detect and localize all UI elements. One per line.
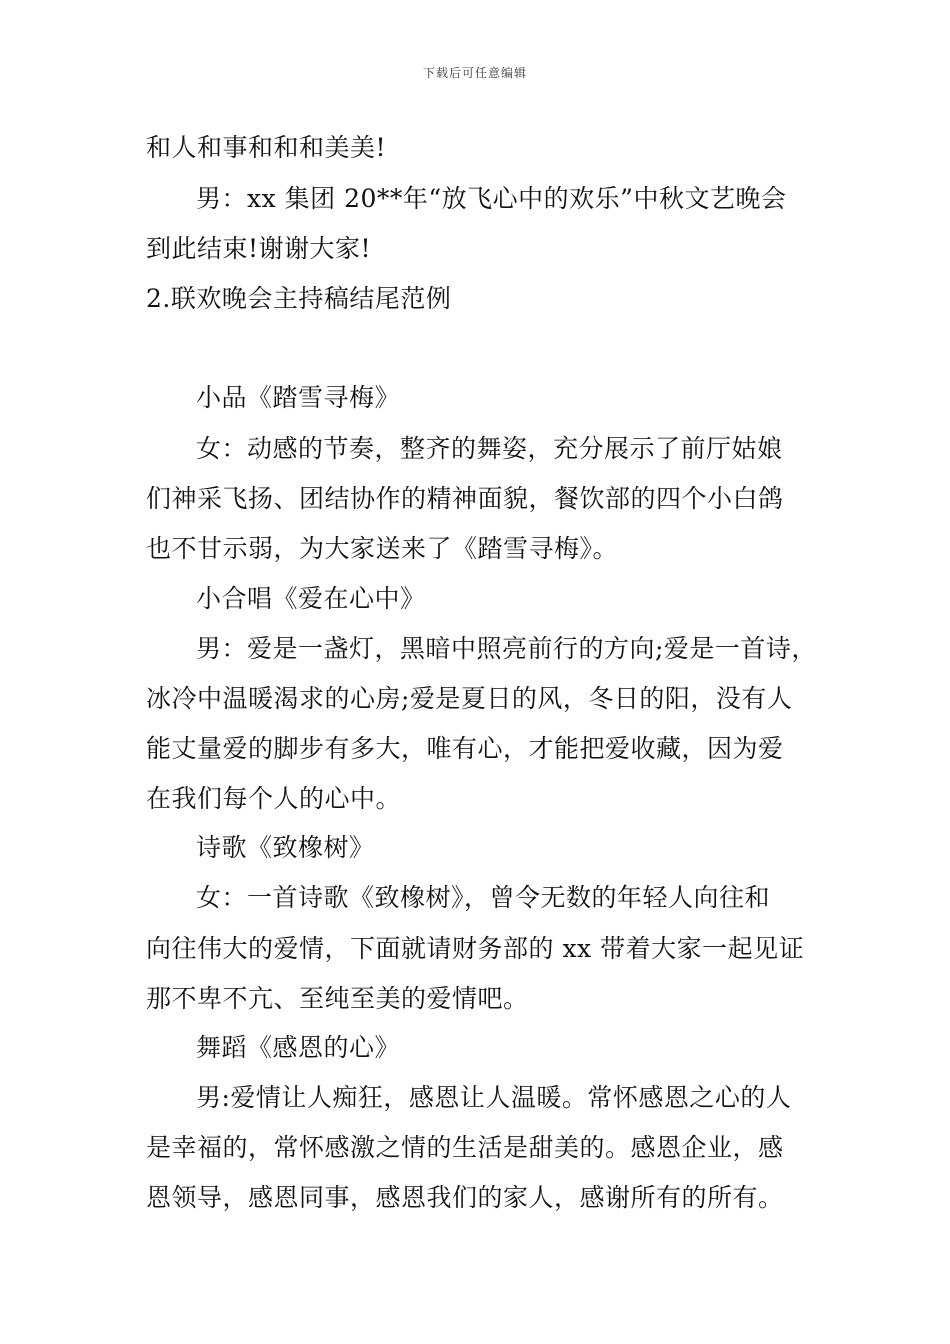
program-title: 小品《踏雪寻梅》	[196, 383, 401, 412]
program-title: 舞蹈《感恩的心》	[196, 1033, 401, 1062]
section-heading: 2.联欢晚会主持稿结尾范例	[146, 284, 452, 313]
page-header: 下载后可任意编辑	[422, 66, 527, 80]
paragraph-line: 那不卑不亢、至纯至美的爱情吧。	[146, 984, 529, 1013]
paragraph-line: 也不甘示弱，为大家送来了《踏雪寻梅》。	[146, 534, 619, 563]
program-title: 小合唱《爱在心中》	[196, 584, 426, 613]
paragraph-line: 向往伟大的爱情，下面就请财务部的 xx 带着大家一起见证	[146, 934, 805, 963]
paragraph-line: 在我们每个人的心中。	[146, 784, 402, 813]
paragraph-line: 男：爱是一盏灯，黑暗中照亮前行的方向;爱是一首诗，	[196, 634, 817, 663]
program-title: 诗歌《致橡树》	[196, 833, 375, 862]
paragraph-line: 到此结束!谢谢大家!	[146, 234, 372, 263]
paragraph-line: 女：一首诗歌《致橡树》，曾令无数的年轻人向往和	[196, 883, 771, 912]
paragraph-line: 男:爱情让人痴狂，感恩让人温暖。常怀感恩之心的人	[196, 1083, 792, 1112]
paragraph-line: 女：动感的节奏，整齐的舞姿，充分展示了前厅姑娘	[196, 434, 783, 463]
paragraph-line: 冰冷中温暖渴求的心房;爱是夏日的风，冬日的阳，没有人	[146, 684, 793, 713]
paragraph-line: 恩领导，感恩同事，感恩我们的家人，感谢所有的所有。	[146, 1183, 784, 1212]
paragraph-line: 男：xx 集团 20**年“放飞心中的欢乐”中秋文艺晚会	[196, 184, 787, 213]
paragraph-line: 能丈量爱的脚步有多大，唯有心，才能把爱收藏，因为爱	[146, 734, 784, 763]
paragraph-line: 们神采飞扬、团结协作的精神面貌，餐饮部的四个小白鸽	[146, 484, 784, 513]
paragraph-line: 是幸福的，常怀感激之情的生活是甜美的。感恩企业，感	[146, 1133, 784, 1162]
paragraph-line: 和人和事和和和美美!	[146, 133, 387, 162]
